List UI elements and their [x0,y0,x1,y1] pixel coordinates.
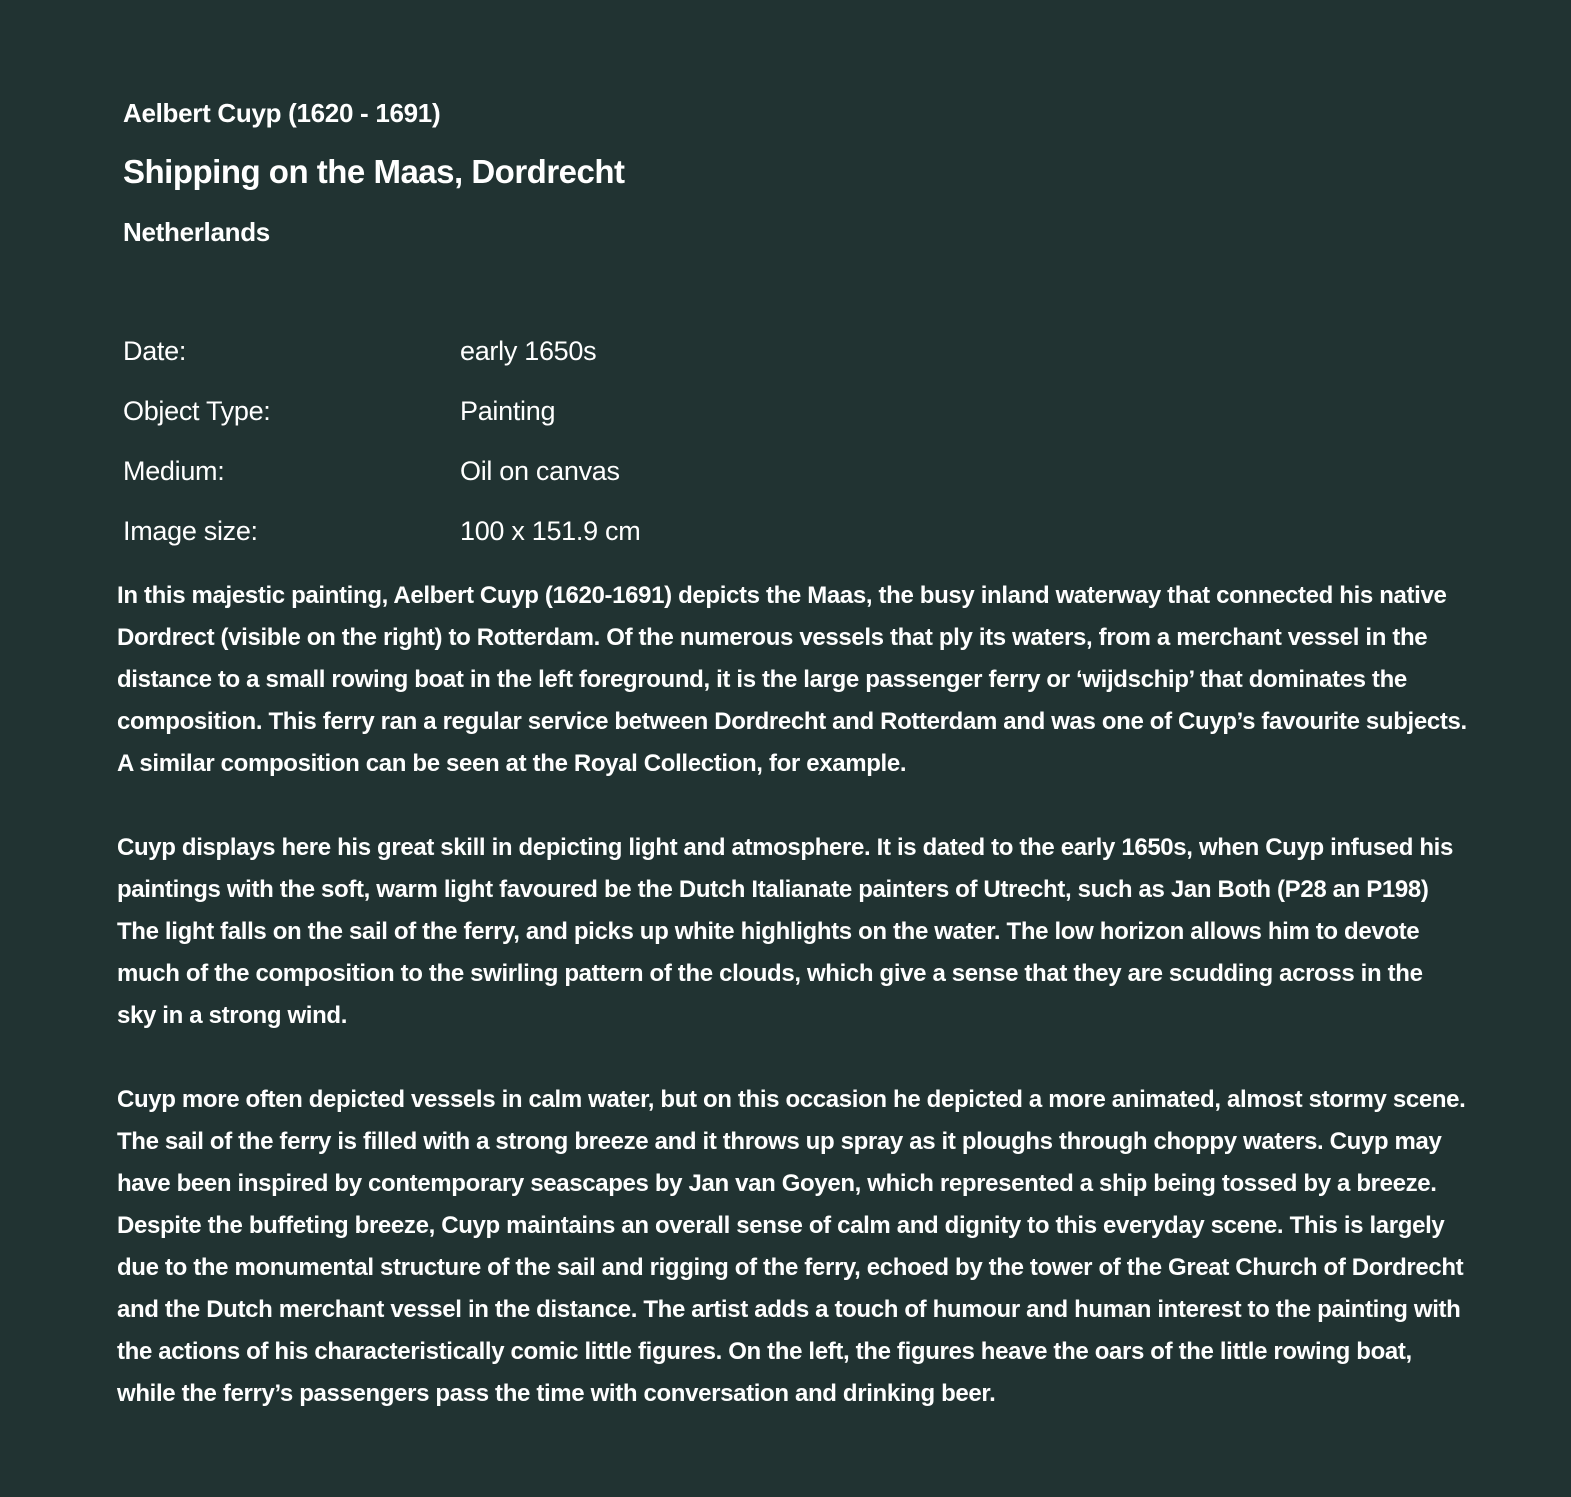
detail-row-date [123,332,1123,392]
description-paragraph: Cuyp displays here his great skill in depicting light and atmosphere. It is dated to the early 1650s, when Cuyp infused his paintings with the soft, warm light favoured be the Dutch Italianate painters of Utrecht, such as Jan Both (P28 an P198) The light falls on the sail of the ferry, and picks up white highlights on the water. The low horizon allows him to devote much of the composition to the swirling pattern of the clouds, which give a sense that they are scudding across in the sky in a strong wind. [117,834,1453,1029]
detail-label: Object Type: [123,396,271,426]
detail-value: early 1650s [460,336,597,366]
artwork-description [117,575,1467,1415]
detail-value: Painting [460,396,556,426]
description-paragraph: Cuyp more often depicted vessels in calm water, but on this occasion he depicted a more animated, almost stormy scene. The sail of the ferry is filled with a strong breeze and it throws up spray as it ploughs through choppy waters. Cuyp may have been inspired by contemporary seascapes by Jan van Goyen, which represented a ship being tossed by a breeze. Despite the buffeting breeze, Cuyp maintains an overall sense of calm and dignity to this everyday scene. This is largely due to the monumental structure of the sail and rigging of the ferry, echoed by the tower of the Great Church of Dordrecht and the Dutch merchant vessel in the distance. The artist adds a touch of humour and human interest to the painting with the actions of his characteristically comic little figures. On the left, the figures heave the oars of the little rowing boat, while the ferry’s passengers pass the time with conversation and drinking beer. [117,1086,1466,1407]
detail-row-medium [123,452,1123,512]
detail-row-image-size [123,512,1123,572]
detail-row-object-type [123,392,1123,452]
artwork-country: Netherlands [123,217,270,247]
detail-value: 100 x 151.9 cm [460,516,641,546]
detail-label: Image size: [123,516,258,546]
artwork-details [123,332,1123,572]
artist-name: Aelbert Cuyp (1620 - 1691) [123,98,441,128]
artwork-title: Shipping on the Maas, Dordrecht [123,153,625,190]
detail-value: Oil on canvas [460,456,620,486]
description-paragraph: In this majestic painting, Aelbert Cuyp (1620-1691) depicts the Maas, the busy inland waterway that connected his native Dordrect (visible on the right) to Rotterdam. Of the numerous vessels that ply its waters, from a merchant vessel in the distance to a small rowing boat in the left foreground, it is the large passenger ferry or ‘wijdschip’ that dominates the composition. This ferry ran a regular service between Dordrecht and Rotterdam and was one of Cuyp’s favourite subjects. A similar composition can be seen at the Royal Collection, for example. [117,582,1467,777]
detail-label: Medium: [123,456,225,486]
detail-label: Date: [123,336,187,366]
